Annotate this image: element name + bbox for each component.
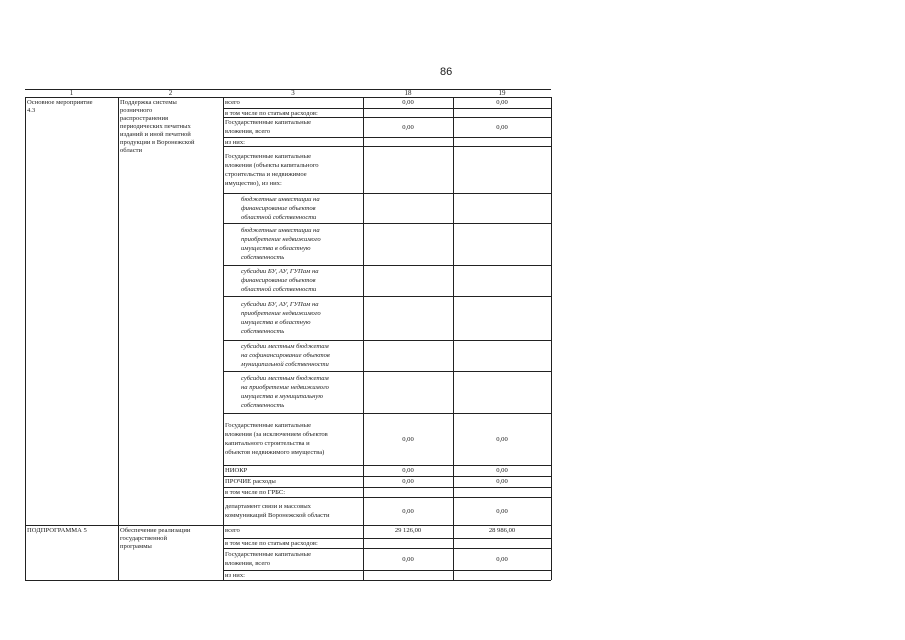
block2-value-18: 0,00: [402, 555, 414, 563]
block1-hline-3: [223, 137, 551, 138]
block1-row-label: Государственные капитальные: [225, 152, 311, 160]
block1-value-18: 0,00: [402, 507, 414, 515]
block2-value-19: 28 986,00: [488, 527, 516, 534]
block1-vline-3: [363, 97, 364, 525]
block2-row-label: в том числе по статьям расходов:: [225, 540, 318, 547]
block1-hline-10: [223, 371, 551, 372]
block1-vline-5: [551, 97, 552, 525]
block2-vline-5: [551, 525, 552, 580]
block1-row-label: в том числе по статьям расходов:: [225, 110, 318, 117]
block1-value-19: 0,00: [496, 123, 508, 131]
block1-row-label: НИОКР: [225, 467, 248, 474]
block1-value-18: 0,00: [402, 435, 414, 443]
block1-row-label: вложения (за исключением объектов: [225, 431, 328, 438]
block1-row-label: имущества в областную: [241, 319, 311, 326]
block1-desc-line: розничного: [120, 107, 153, 114]
block1-row-label: субсидии БУ, АУ, ГУПам на: [241, 268, 319, 275]
block1-row-label: субсидии местным бюджетам: [241, 375, 329, 382]
block1-hline-9: [223, 340, 551, 341]
block1-hline-6: [223, 223, 551, 224]
block1-desc-line: периодических печатных: [120, 123, 191, 130]
block2-row-label: вложения, всего: [225, 560, 271, 567]
block1-row-label: областной собственности: [241, 286, 317, 293]
header-cell-2: 2: [168, 89, 173, 97]
block2-value-18: 29 126,00: [394, 527, 422, 534]
block1-hline-7: [223, 265, 551, 266]
block2-desc-line: программы: [120, 543, 152, 550]
block1-value-18: 0,00: [402, 99, 414, 106]
block2-name-line: ПОДПРОГРАММА 5: [27, 527, 87, 534]
block1-value-18: 0,00: [402, 478, 414, 485]
header-cell-1: 1: [69, 89, 74, 97]
block1-row-label: коммуникаций Воронежской области: [225, 512, 330, 519]
block2-desc-line: Обеспечение реализации: [120, 527, 191, 534]
block1-hline-15: [223, 497, 551, 498]
block2-hline-3: [223, 570, 551, 571]
block1-row-label: приобретение недвижимого: [241, 310, 321, 317]
block2-row-label: из них:: [225, 572, 245, 579]
block1-row-label: всего: [225, 99, 240, 106]
block1-row-label: Государственные капитальные: [225, 119, 311, 126]
block1-row-label: вложения (объекты капитального: [225, 161, 319, 169]
block1-row-label: муниципальной собственности: [241, 361, 329, 368]
block1-row-label: приобретение недвижимого: [241, 236, 321, 243]
block1-name-line: 4.3: [27, 107, 36, 114]
block1-row-label: на софинансирование объектов: [241, 352, 330, 359]
block1-row-label: собственность: [241, 402, 285, 409]
block1-row-label: собственность: [241, 254, 285, 261]
block1-value-18: 0,00: [402, 123, 414, 131]
block1-row-label: собственность: [241, 328, 285, 335]
block1-row-label: на приобретение недвижимого: [241, 384, 329, 391]
block1-desc-line: продукции в Воронежской: [120, 139, 195, 146]
block1-row-label: субсидии БУ, АУ, ГУПам на: [241, 301, 319, 308]
block1-row-label: финансирование объектов: [241, 277, 316, 284]
block1-row-label: в том числе по ГРБС:: [225, 489, 286, 496]
block1-desc-line: области: [120, 147, 143, 154]
block1-name-line: Основное мероприятие: [27, 99, 93, 106]
block1-hline-8: [223, 296, 551, 297]
block1-row-label: бюджетные инвестиции на: [241, 227, 320, 234]
block1-row-label: имущества в областную: [241, 245, 311, 252]
block2-row-label: всего: [225, 527, 240, 534]
page-number: 86: [440, 66, 453, 78]
block2-desc-line: государственной: [120, 535, 167, 542]
block1-row-label: ПРОЧИЕ расходы: [225, 478, 276, 485]
block1-row-label: объектов недвижимого имущества): [225, 449, 325, 456]
block1-row-label: бюджетные инвестиции на: [241, 195, 320, 203]
block2-vline-1: [118, 525, 119, 580]
block2-hline-4: [25, 580, 551, 581]
block1-hline-4: [223, 146, 551, 147]
header-cell-5: 19: [498, 89, 506, 97]
block1-row-label: финансирование объектов: [241, 204, 316, 212]
block1-vline-4: [453, 97, 454, 525]
block2-hline-2: [223, 548, 551, 549]
block1-row-label: областной собственности: [241, 213, 317, 221]
block1-value-19: 0,00: [496, 467, 508, 474]
block1-desc-line: распространения: [120, 115, 169, 122]
header-cell-3: 3: [291, 89, 295, 97]
block1-vline-1: [118, 97, 119, 525]
block1-row-label: строительства и недвижимое: [225, 170, 307, 178]
block1-row-label: имущество), из них:: [225, 179, 282, 187]
block1-value-19: 0,00: [496, 99, 508, 106]
block2-vline-2: [223, 525, 224, 580]
block1-value-19: 0,00: [496, 478, 508, 485]
block1-row-label: вложения, всего: [225, 128, 271, 135]
block1-vline-2: [223, 97, 224, 525]
block1-row-label: Государственные капитальные: [225, 422, 311, 429]
block1-row-label: субсидии местным бюджетам: [241, 343, 329, 350]
block1-row-label: департамент связи и массовых: [225, 503, 311, 510]
block1-row-label: капитального строительства и: [225, 440, 310, 447]
block1-desc-line: Поддержка системы: [120, 99, 177, 106]
block2-vline-0: [25, 525, 26, 580]
block1-desc-line: изданий и иной печатной: [120, 131, 191, 138]
block1-value-19: 0,00: [496, 435, 508, 443]
block1-row-label: из них:: [225, 139, 245, 146]
block1-row-label: имущества в муниципальную: [241, 393, 323, 400]
block2-value-19: 0,00: [496, 555, 508, 563]
block1-value-18: 0,00: [402, 467, 414, 474]
block1-vline-0: [25, 97, 26, 525]
block1-value-19: 0,00: [496, 507, 508, 515]
block1-hline-11: [223, 413, 551, 414]
header-cell-4: 18: [404, 89, 412, 97]
block2-row-label: Государственные капитальные: [225, 551, 311, 558]
